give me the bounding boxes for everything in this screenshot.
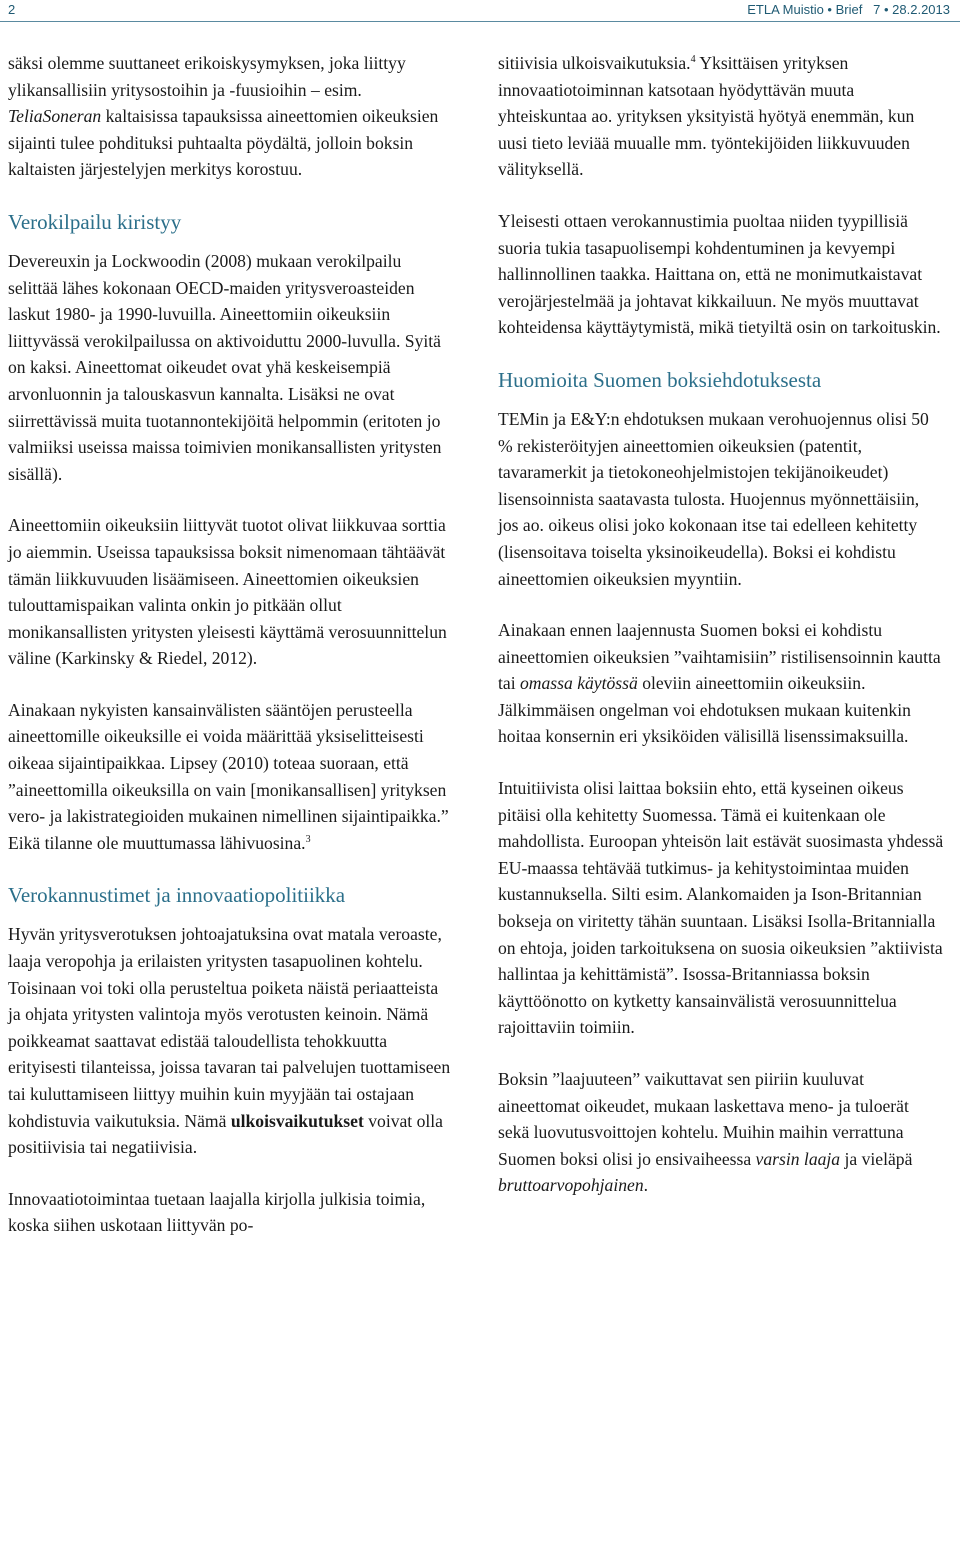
- page-number: 2: [8, 2, 16, 17]
- footnote-ref: 4: [690, 54, 696, 66]
- emphasis: varsin laaja: [755, 1148, 841, 1169]
- paragraph: Yleisesti ottaen verokannustimia puoltaa niiden tyypillisiä suoria tukia tasapuolisempi kohdentuminen ja kevyempi hallinnollinen taakka. Haittana on, että ne monimutkaistavat verojärjestelmää ja johtavat kikkailuun. Ne myös muuttavat kohteidensa käyttäytymistä, mikä tietyiltä osin on tarkoituskin.: [498, 210, 941, 338]
- paragraph: Ainakaan ennen laajennusta Suomen boksi ei kohdistu aineettomien oikeuksien ”vaihtamisiin” ristilisensoinnin kautta tai omassa käytössä oleviin aineettomiin oikeuksiin. Jälkimmäisen ongelman voi ehdotuksen mukaan kuitenkin hoitaa konsernin eri yksiköiden välisillä lisenssimaksuilla.: [498, 620, 941, 747]
- header-rule: [0, 21, 960, 22]
- paragraph: sitiivisia ulkoisvaikutuksia.$^4$ Yksittäisen yrityksen innovaatiotoiminnan katsotaan hyödyttävän muuta yhteiskuntaa ao. yrityksen yksityistä hyötyä enemmän, kun uusi tieto leviää muualle mm. työntekijöiden liikkuvuuden välityksellä.: [498, 53, 915, 180]
- emphasis: bruttoarvopohjainen: [498, 1175, 644, 1196]
- emphasis: omassa käytössä: [520, 673, 638, 694]
- left-column: [8, 50, 454, 1264]
- right-column: [498, 50, 944, 1224]
- paragraph: Ainakaan nykyisten kansainvälisten sääntöjen perusteella aineettomille oikeuksille ei voida määrittää yksiselitteisesti oikeaa sijaintipaikkaa. Lipsey (2010) toteaa suoraan, että ”aineettomilla oikeuksilla on vain [monikansallisen] yrityksen vero- ja lakistrategioiden mukainen nimellinen sijaintipaikka.” Eikä tilanne ole muuttumassa lähivuosina.$^3$: [8, 699, 449, 853]
- paragraph: Aineettomiin oikeuksiin liittyvät tuotot olivat liikkuvaa sorttia jo aiemmin. Useissa tapauksissa boksit nimenomaan tähtäävät tämän liikkuvuuden lisäämiseen. Aineettomien oikeuksien tulouttamispaikan valinta onkin jo pitkään ollut monikansallisten yritysten yleisesti käyttämä verosuunnittelun väline (Karkinsky & Riedel, 2012).: [8, 515, 447, 669]
- footnote-ref: 3: [305, 833, 311, 845]
- paragraph: säksi olemme suuttaneet erikoiskysymyksen, joka liittyy ylikansallisiin yritysostoihin ja -fuusioihin – esim. TeliaSoneran kaltaisissa tapauksissa aineettomien oikeuksien sijainti tulee pohdituksi puhtaalta pöydältä, jolloin boksin kaltaisten järjestelyjen merkitys korostuu.: [8, 53, 439, 180]
- paragraph: Intuitiivista olisi laittaa boksiin ehto, että kyseinen oikeus pitäisi olla kehitetty Suomessa. Tämä ei kuitenkaan ole mahdollista. Euroopan yhteisön lait estävät suosimasta yhdessä EU-maassa tehtävää tutkimus- ja kehitystoimintaa muiden kustannuksella. Silti esim. Alankomaiden ja Ison-Britannian bokseja on viritetty tähän suuntaan. Lisäksi Isolla-Britannialla on ehtoja, joiden tarkoituksena on suosia oikeuksien ”aktiivista hallintaa ja kehittämistä”. Isossa-Britanniassa boksin käyttöönotto on kytketty kansainvälistä verosuunnittelua rajoittaviin toimiin.: [498, 778, 944, 1038]
- running-header: [0, 0, 960, 22]
- emphasis: TeliaSoneran: [8, 106, 102, 127]
- section-heading-verokilpailu: Verokilpailu kiristyy: [8, 209, 182, 234]
- paragraph: Devereuxin ja Lockwoodin (2008) mukaan verokilpailu selittää lähes kokonaan OECD-maiden yritysveroasteiden laskut 1980- ja 1990-luvuilla. Aineettomiin oikeuksiin liittyvässä verokilpailussa on aktivoiduttu 2000-luvulla. Syitä on kaksi. Aineettomat oikeudet ovat yhä keskeisempiä arvonluonnin ja talouskasvun kannalta. Lisäksi ne ovat siirrettävissä muita tuotannontekijöitä helpommin (eritoten jo valmiiksi useissa maissa toimivien monikansallisten yritysten sisällä).: [8, 250, 442, 484]
- paragraph: Innovaatiotoimintaa tuetaan laajalla kirjolla julkisia toimia, koska siihen uskotaan liittyvän po-: [8, 1188, 426, 1236]
- section-heading-verokannustimet: Verokannustimet ja innovaatiopolitiikka: [8, 883, 346, 908]
- paragraph: Hyvän yritysverotuksen johtoajatuksina ovat matala veroaste, laaja veropohja ja erilaisten yritysten tasapuolinen kohtelu. Toisinaan voi toki olla perusteltua poiketa näistä periaatteista ja ohjata yritysten valintoja myös verotusten keinoin. Nämä poikkeamat saattavat edistää taloudellista tehokkuutta erityisesti tilanteissa, joissa tavaran tai palvelujen tuottamiseen tai kuluttamiseen liittyy muihin kuin myyjään tai ostajaan kohdistuvia vaikutuksia. Nämä ulkoisvaikutukset voivat olla positiivisia tai negatiivisia.: [8, 924, 451, 1158]
- paragraph: Boksin ”laajuuteen” vaikuttavat sen piiriin kuuluvat aineettomat oikeudet, mukaan laskettava meno- ja tuloerät sekä luovutusvoittojen kohtelu. Muihin maihin verrattuna Suomen boksi olisi jo ensivaiheessa varsin laaja ja vieläpä bruttoarvopohjainen.: [498, 1069, 913, 1196]
- publication-info: ETLA Muistio • Brief 7 • 28.2.2013: [747, 2, 950, 17]
- section-heading-huomioita: Huomioita Suomen boksiehdotuksesta: [498, 367, 822, 392]
- bold-term: ulkoisvaikutukset: [230, 1110, 364, 1131]
- paragraph: TEMin ja E&Y:n ehdotuksen mukaan verohuojennus olisi 50 % rekisteröityjen aineettomien oikeuksien (patentit, tavaramerkit ja tietokoneohjelmistojen tekijänoikeudet) lisensoinnista saatavasta tulosta. Huojennus myönnettäisiin, jos ao. oikeus olisi joko kokonaan itse tai edelleen kehitetty (lisensoitava toiselta yksinoikeudella). Boksi ei kohdistu aineettomien oikeuksien myyntiin.: [498, 408, 929, 589]
